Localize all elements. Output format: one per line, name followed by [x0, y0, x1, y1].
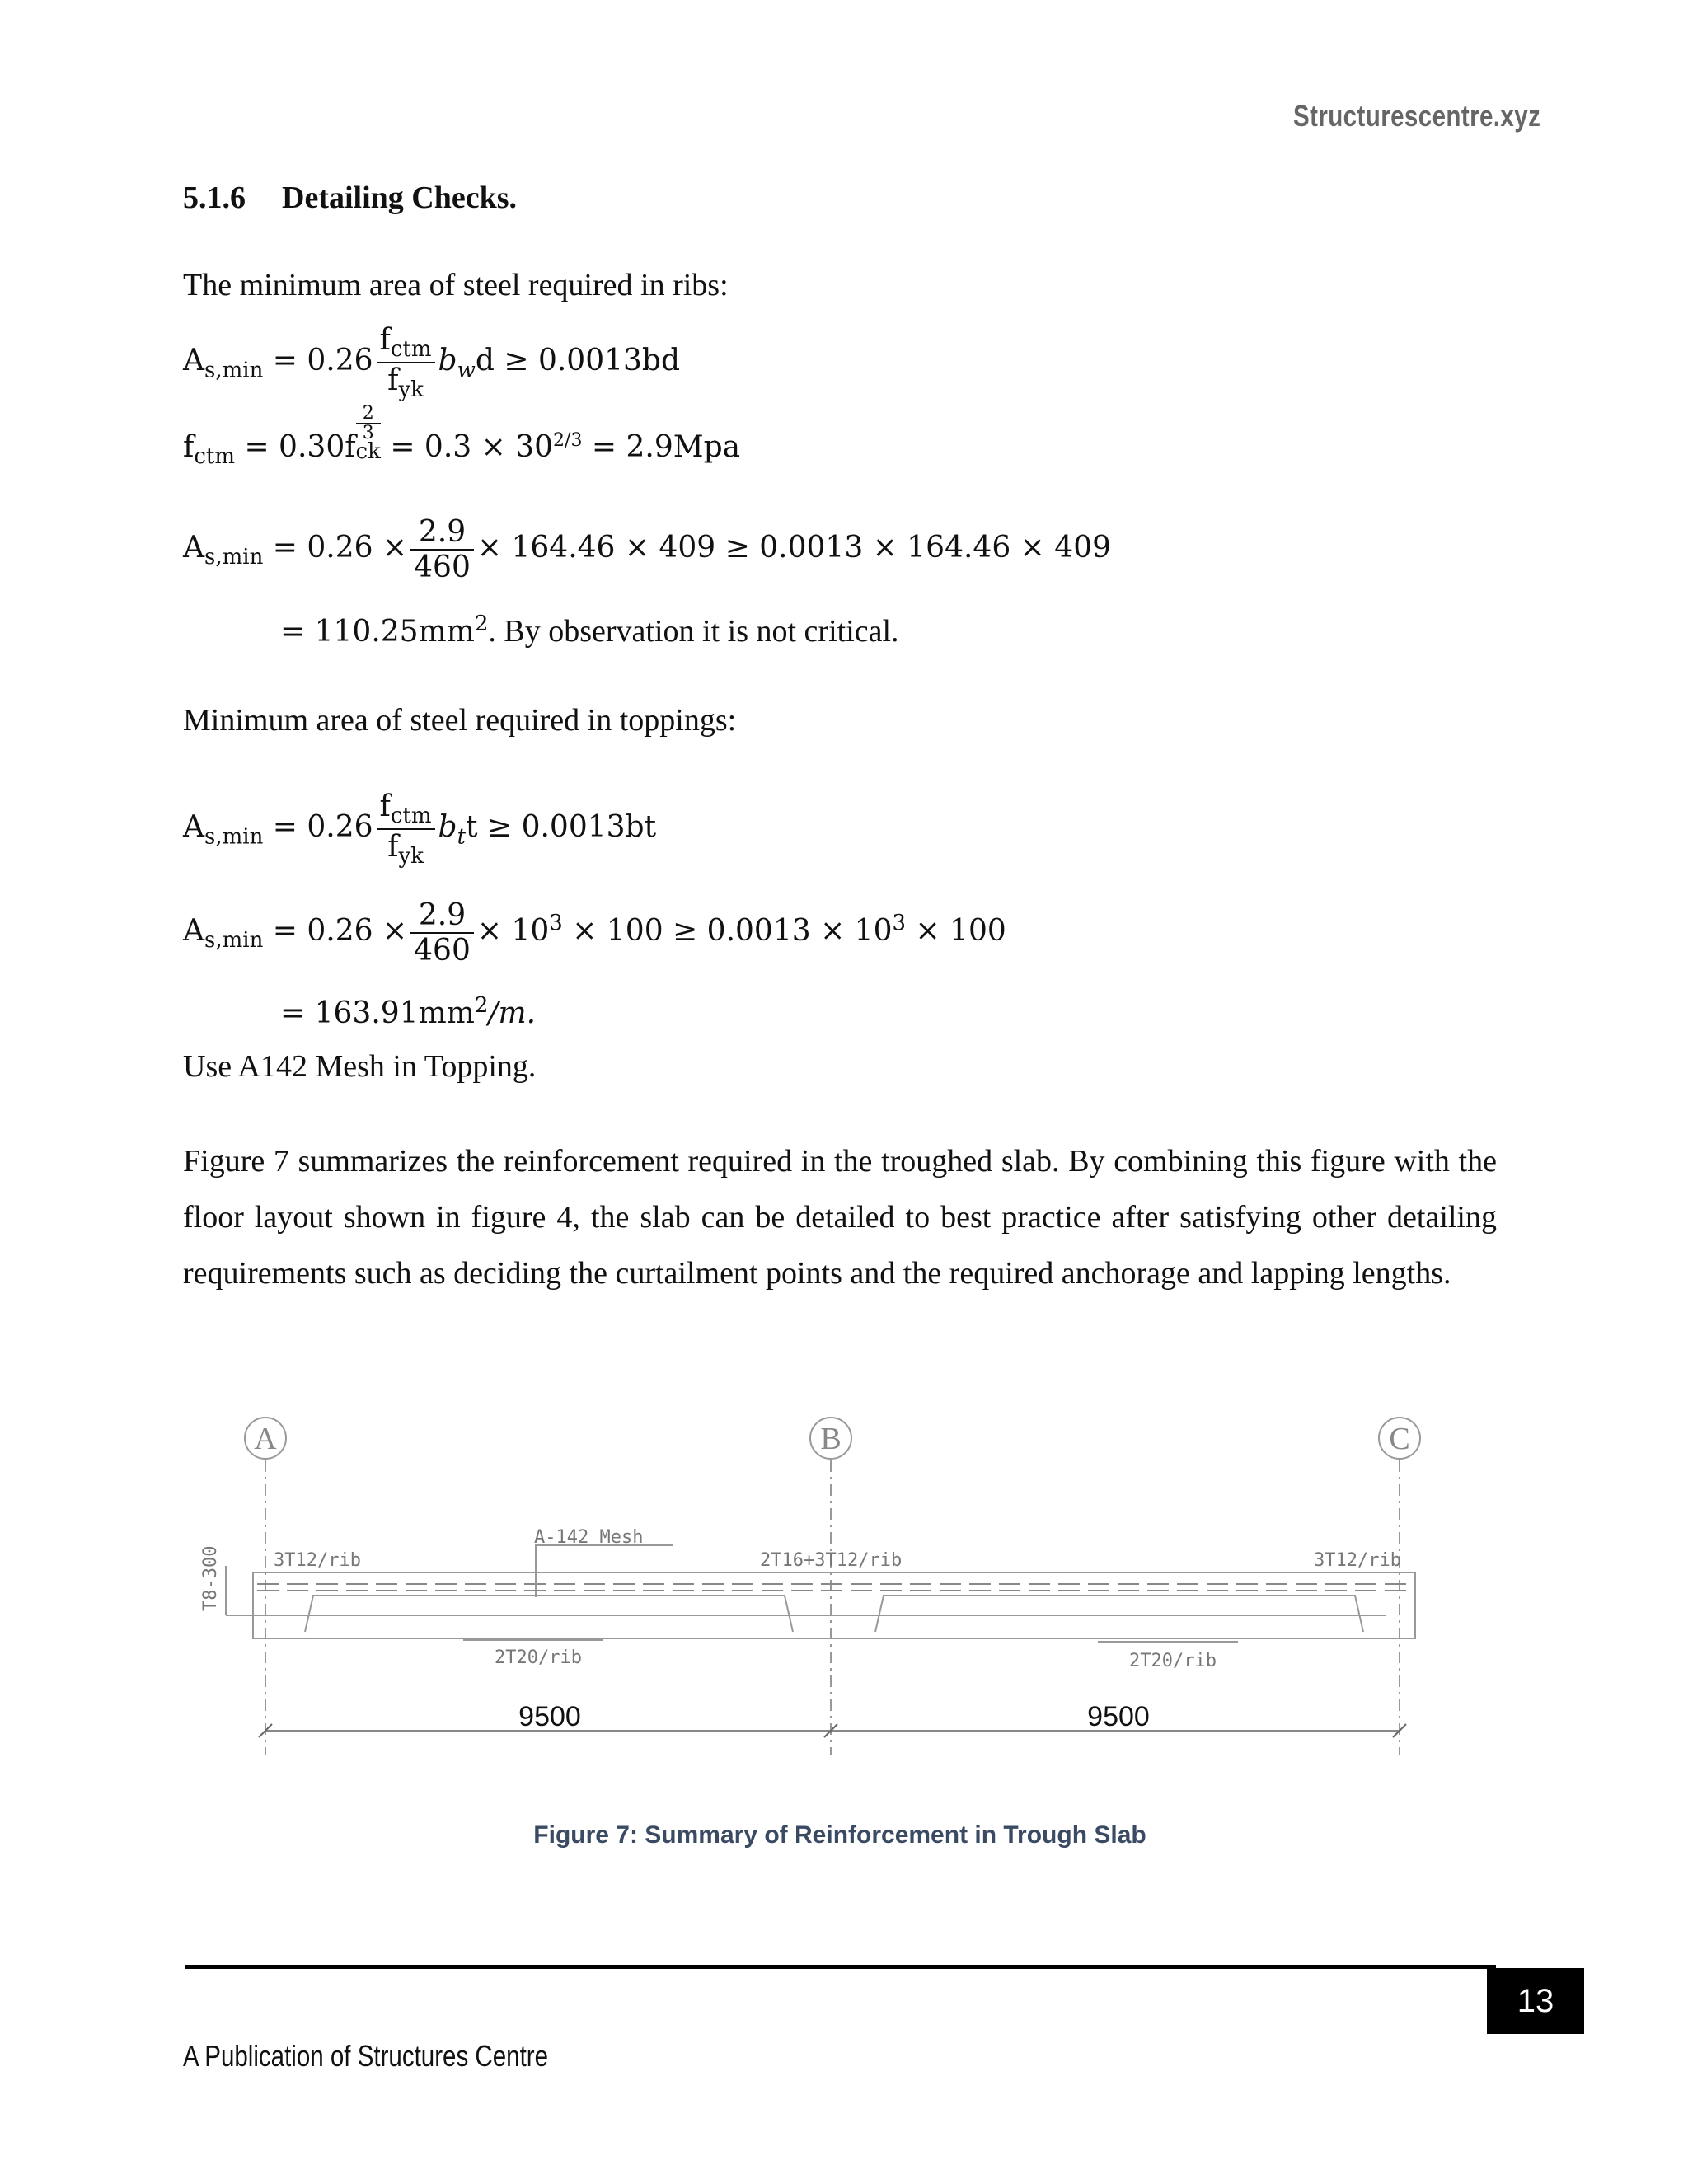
toppings-equation-3: = $163.91mm^2/m$.: [280, 993, 537, 1030]
section-title: Detailing Checks.: [282, 180, 517, 215]
grid-label-b: B: [820, 1422, 842, 1456]
toppings-equation-1: $A_{s,min} = 0.26$ $\frac{f_{ctm}}{f_{yk}}$ $b_tt \ge 0.0013bt$: [183, 790, 657, 869]
fraction: $\frac{2.9}{460}$: [410, 898, 474, 968]
grid-label-c: C: [1389, 1422, 1410, 1456]
footer-rule: [185, 1965, 1496, 1969]
body-paragraph: Figure 7 summarizes the reinforcement required in the troughed slab. By combining this figure with the floor layout shown in figure 4, the slab can be detailed to best practice after satisfying other detailing requirements such as deciding the curtailment points and the required anchorage and lapping lengths.: [183, 1144, 1497, 1291]
reinforcement-drawing: [183, 1409, 1436, 1755]
section-heading: [183, 180, 517, 216]
top-mid-label: 2T16+3T12/rib: [760, 1550, 903, 1571]
bottom-right-label: 2T20/rib: [1129, 1651, 1217, 1671]
ribs-intro: The minimum area of steel required in ribs:: [183, 268, 729, 302]
slab-outline: [253, 1572, 1415, 1638]
top-left-label: 3T12/rib: [274, 1550, 361, 1571]
bottom-left-label: 2T20/rib: [495, 1647, 582, 1668]
bottom-bar-right: [875, 1596, 1363, 1632]
links-label: T8-300: [200, 1545, 221, 1611]
ribs-equation-3: $A_{s,min} = 0.26$ × $\frac{2.9}{460}$ × 164.46 × 409 ≥ 0.0013 × 164.46 × 409: [183, 515, 1112, 584]
toppings-intro: Minimum area of steel required in toppings:: [183, 703, 737, 738]
fraction: $\frac{2.9}{460}$: [410, 515, 474, 584]
page-number: 13: [1487, 1968, 1584, 2034]
toppings-equation-2: $A_{s,min} = 0.26$ × $\frac{2.9}{460}$ × $10^3 \times 100 \ge 0.0013 \times 10^3 \times 100$: [183, 898, 1006, 968]
fraction: $\frac{f_{ctm}}{f_{yk}}$: [377, 790, 435, 869]
span-left-dimension: 9500: [518, 1701, 581, 1732]
footer-publication: A Publication of Structures Centre: [183, 2039, 549, 2073]
ribs-equation-2: $f_{ctm} = 0.30f$ 2 3 ck = $0.3 \times 30^{2/3} = 2.9Mpa$: [183, 403, 741, 470]
toppings-use-mesh: Use A142 Mesh in Topping.: [183, 1049, 537, 1084]
span-right-dimension: 9500: [1087, 1701, 1150, 1732]
top-right-label: 3T12/rib: [1314, 1550, 1401, 1571]
grid-label-a: A: [254, 1422, 277, 1456]
section-number: 5.1.6: [183, 180, 246, 215]
ribs-equation-4: = $110.25mm^2$. By observation it is not critical.: [280, 612, 899, 649]
ribs-equation-1: $A_{s,min} = 0.26$ $\frac{f_{ctm}}{f_{yk}}$ $b_wd \ge 0.0013bd$: [183, 323, 681, 403]
fraction: $\frac{f_{ctm}}{f_{yk}}$: [377, 323, 435, 402]
figure-caption: Figure 7: Summary of Reinforcement in Trough Slab: [533, 1821, 1146, 1849]
bottom-bar-left: [305, 1596, 793, 1632]
mesh-label: A-142 Mesh: [534, 1527, 644, 1548]
header-site-name: Structurescentre.xyz: [1293, 99, 1541, 133]
